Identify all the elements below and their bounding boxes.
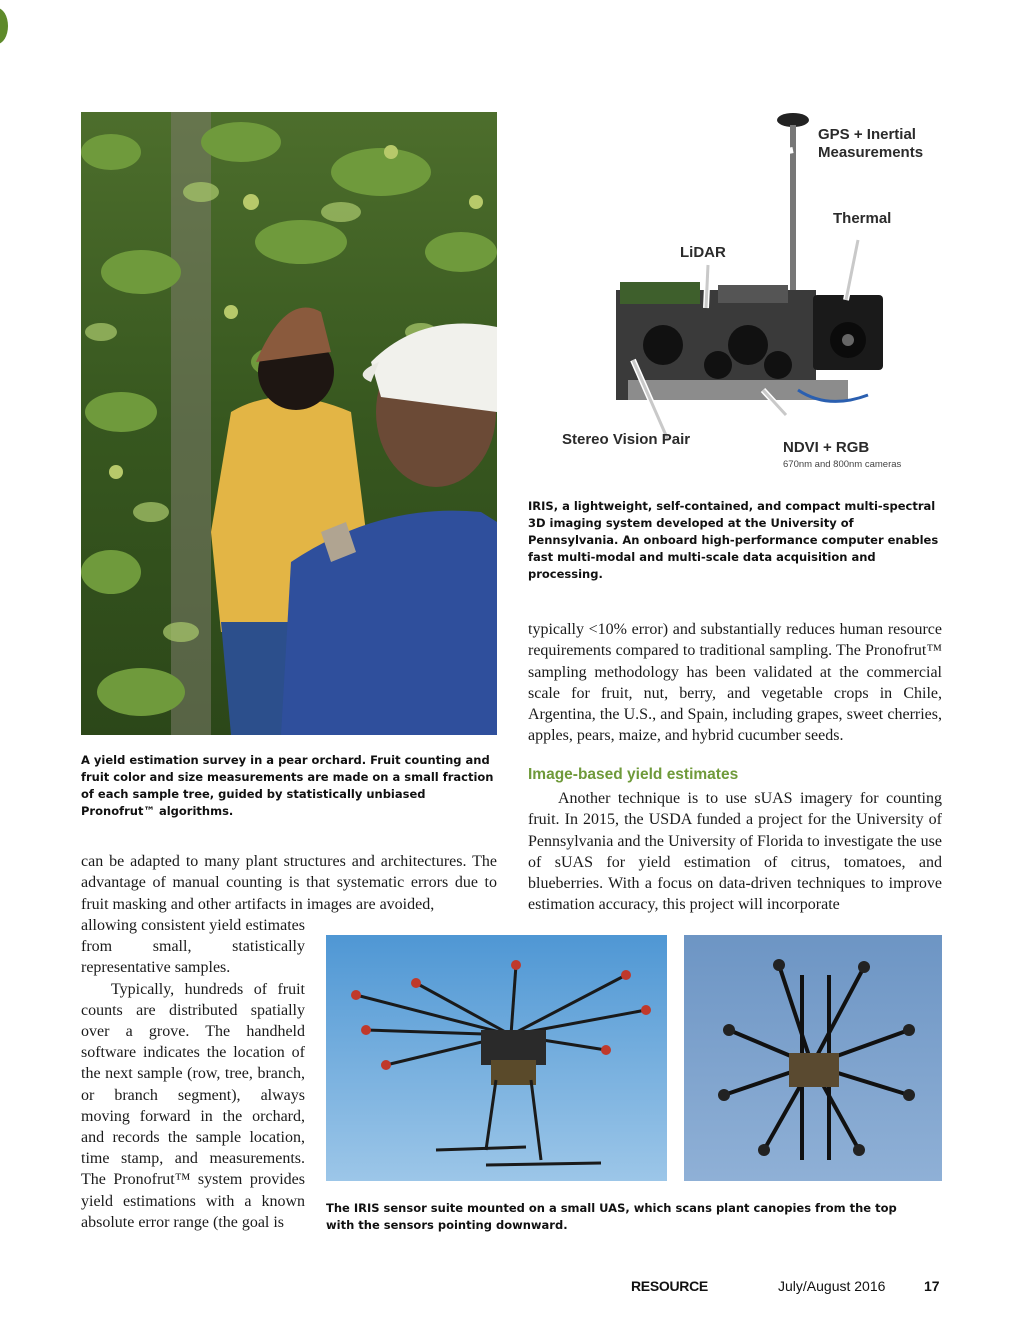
corner-leaf-decoration (0, 8, 8, 44)
footer-publication: RESOURCE (631, 1278, 708, 1294)
iris-diagram-caption: IRIS, a lightweight, self-contained, and compact multi-spectral 3D imaging system developed at the University of Pennsylvania. An onboard high-performance computer enables fast multi-modal and multi-scale data acquisition and processing. (528, 499, 939, 581)
orchard-photo-caption: A yield estimation survey in a pear orchard. Fruit counting and fruit color and size measurements are made on a small fraction of each sample tree, guided by statistically unbiased Pronofrut™ algorithms. (81, 753, 494, 818)
left-column-text-narrow (81, 915, 305, 1233)
left-column-text-wide (81, 851, 497, 915)
left-paragraph-2: Typically, hundreds of fruit counts are distributed spatially over a grove. The handheld software indicates the location of the next sample (row, tree, branch, or branch segment), always moving forward in the orchard, and records the sample location, time stamp, and measurements. The Pronofrut™ system provides yield estimations with a known absolute error range (the goal is (81, 980, 305, 1231)
lidar-label: LiDAR (680, 244, 726, 261)
ndvi-rgb-label: NDVI + RGB (783, 439, 870, 456)
right-column-text (528, 619, 942, 747)
left-paragraph-1a: can be adapted to many plant structures and architectures. The advantage of manual counting is that systematic errors due to fruit masking and other artifacts in images are avoided, (81, 853, 497, 913)
page-number: 17 (924, 1278, 940, 1294)
uas-side-photo (326, 935, 667, 1181)
section-heading-image-yield: Image-based yield estimates (528, 766, 739, 783)
left-paragraph-1b: allowing consistent yield estimates from small, statistically representative samples. (81, 917, 305, 977)
iris-sensor-diagram (528, 110, 942, 480)
thermal-label: Thermal (833, 210, 892, 227)
orchard-survey-photo (81, 112, 497, 735)
right-paragraph-1: typically <10% error) and substantially reduces human resource requirements compared to traditional sampling. The Pronofrut™ sampling methodology has been validated at the commercial scale for fruit, nut, berry, and vegetable crops in Chile, Argentina, the U.S., and Spain, including grapes, sweet cherries, apples, pears, maize, and hybrid cucumber seeds. (528, 621, 942, 745)
right-paragraph-2: Another technique is to use sUAS imagery for counting fruit. In 2015, the USDA funded a project for the University of Pennsylvania and the University of Florida to investigate the use of sUAS for yield estimation of citrus, tomatoes, and blueberries. With a focus on data-driven techniques to improve estimation accuracy, this project will incorporate (528, 790, 942, 914)
uas-photo-caption: The IRIS sensor suite mounted on a small UAS, which scans plant canopies from the top with the sensors pointing downward. (326, 1201, 897, 1232)
footer-date: July/August 2016 (778, 1278, 886, 1294)
right-column-text-2 (528, 788, 942, 916)
uas-top-photo (684, 935, 942, 1181)
stereo-vision-label: Stereo Vision Pair (562, 431, 691, 448)
ndvi-cameras-label: 670nm and 800nm cameras (783, 459, 902, 470)
gps-label: GPS + Inertial Measurements (818, 126, 924, 161)
